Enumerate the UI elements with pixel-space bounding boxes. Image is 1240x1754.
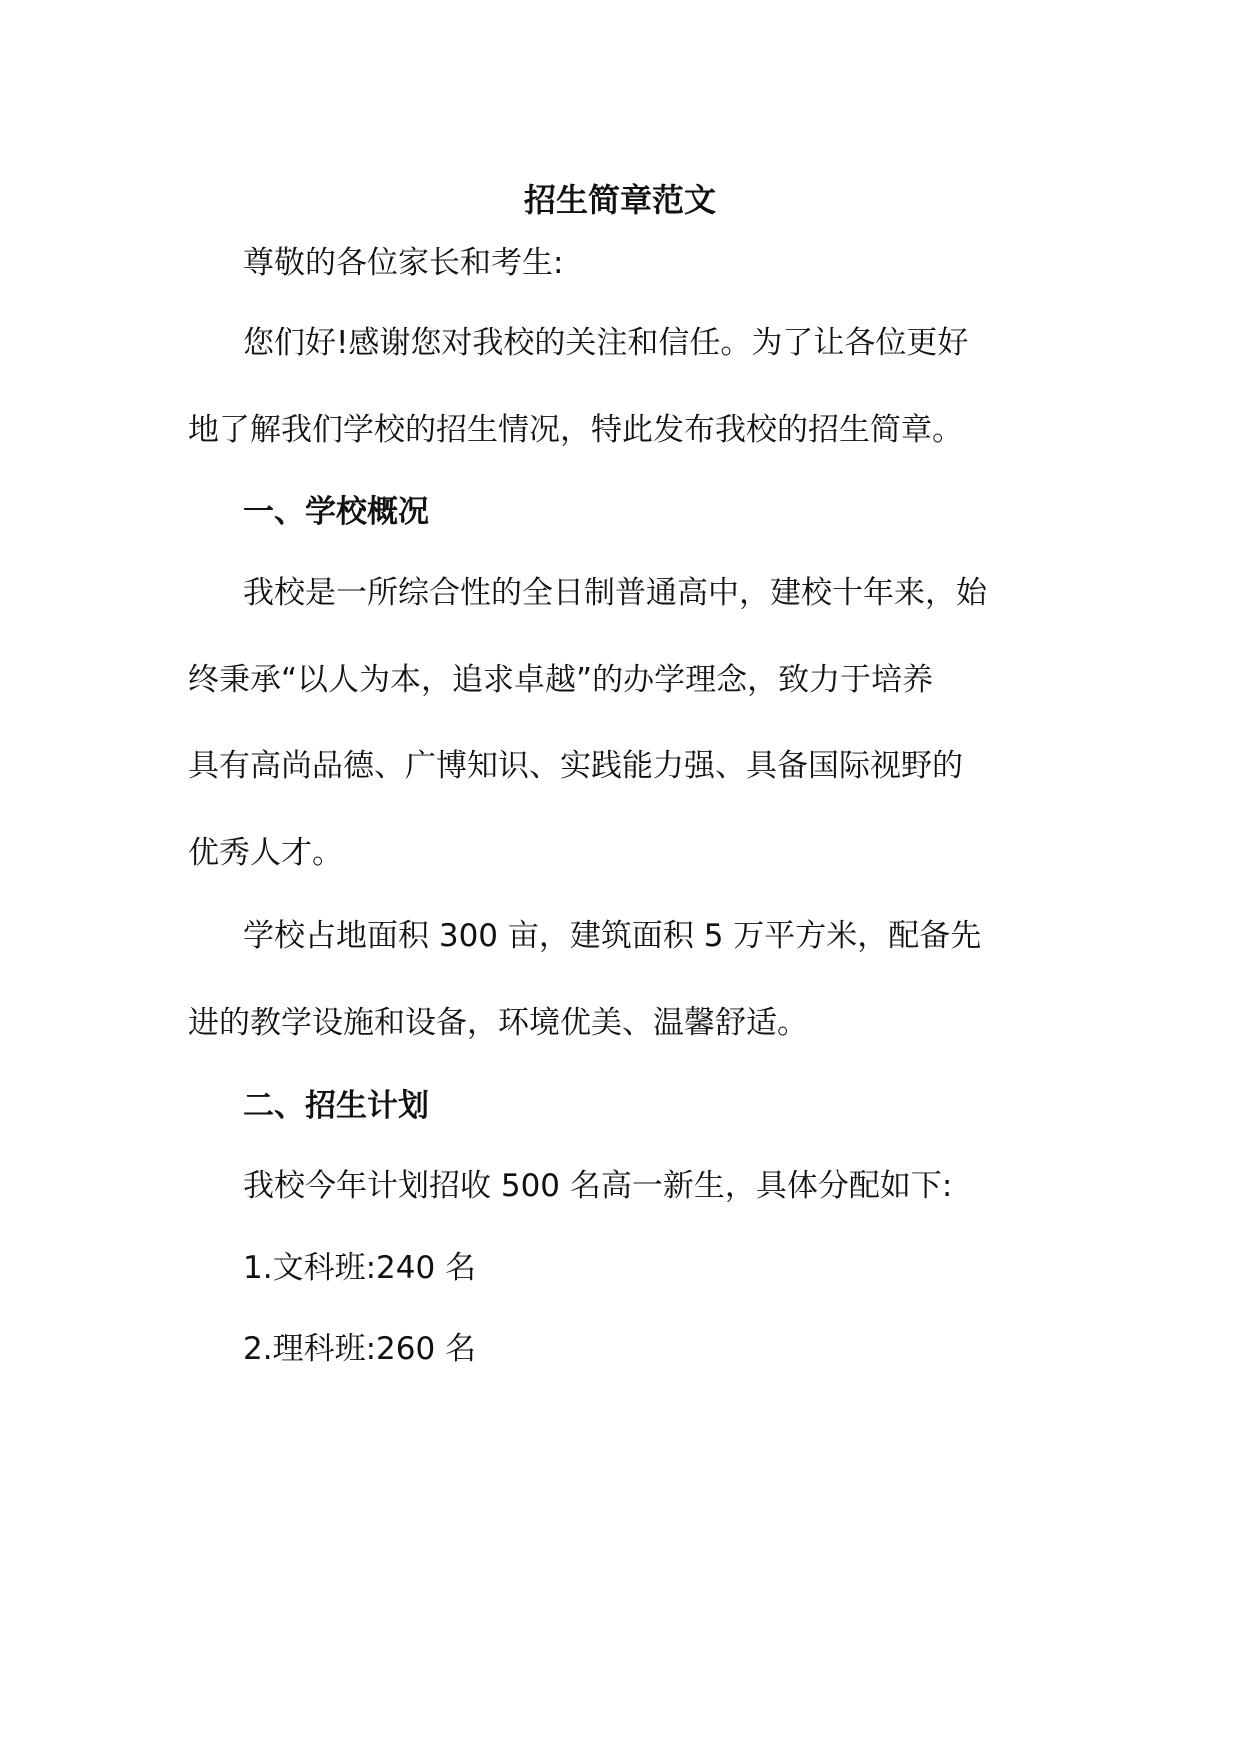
intro-line-1: 您们好!感谢您对我校的关注和信任。为了让各位更好: [243, 325, 969, 361]
intro-line-2: 地了解我们学校的招生情况，特此发布我校的招生简章。: [188, 412, 963, 448]
section1-para1-line-4: 优秀人才。: [188, 835, 343, 871]
section2-para1: 我校今年计划招收 500 名高一新生，具体分配如下:: [243, 1168, 953, 1204]
document-title: 招生简章范文: [523, 181, 716, 219]
section1-para2-line-1: 学校占地面积 300 亩，建筑面积 5 万平方米，配备先: [243, 918, 982, 954]
list-item-liberal-arts: 1.文科班:240 名: [243, 1250, 477, 1286]
section1-para2-line-2: 进的教学设施和设备，环境优美、温馨舒适。: [188, 1005, 808, 1041]
section1-para1-line-3: 具有高尚品德、广博知识、实践能力强、具备国际视野的: [188, 748, 963, 784]
section1-heading: 一、学校概况: [243, 494, 429, 530]
section1-para1-line-2: 终秉承“以人为本，追求卓越”的办学理念，致力于培养: [188, 662, 934, 698]
section1-para1-line-1: 我校是一所综合性的全日制普通高中，建校十年来，始: [243, 575, 987, 611]
section2-heading: 二、招生计划: [243, 1088, 429, 1124]
list-item-science: 2.理科班:260 名: [243, 1331, 477, 1367]
greeting-line: 尊敬的各位家长和考生:: [243, 245, 564, 281]
